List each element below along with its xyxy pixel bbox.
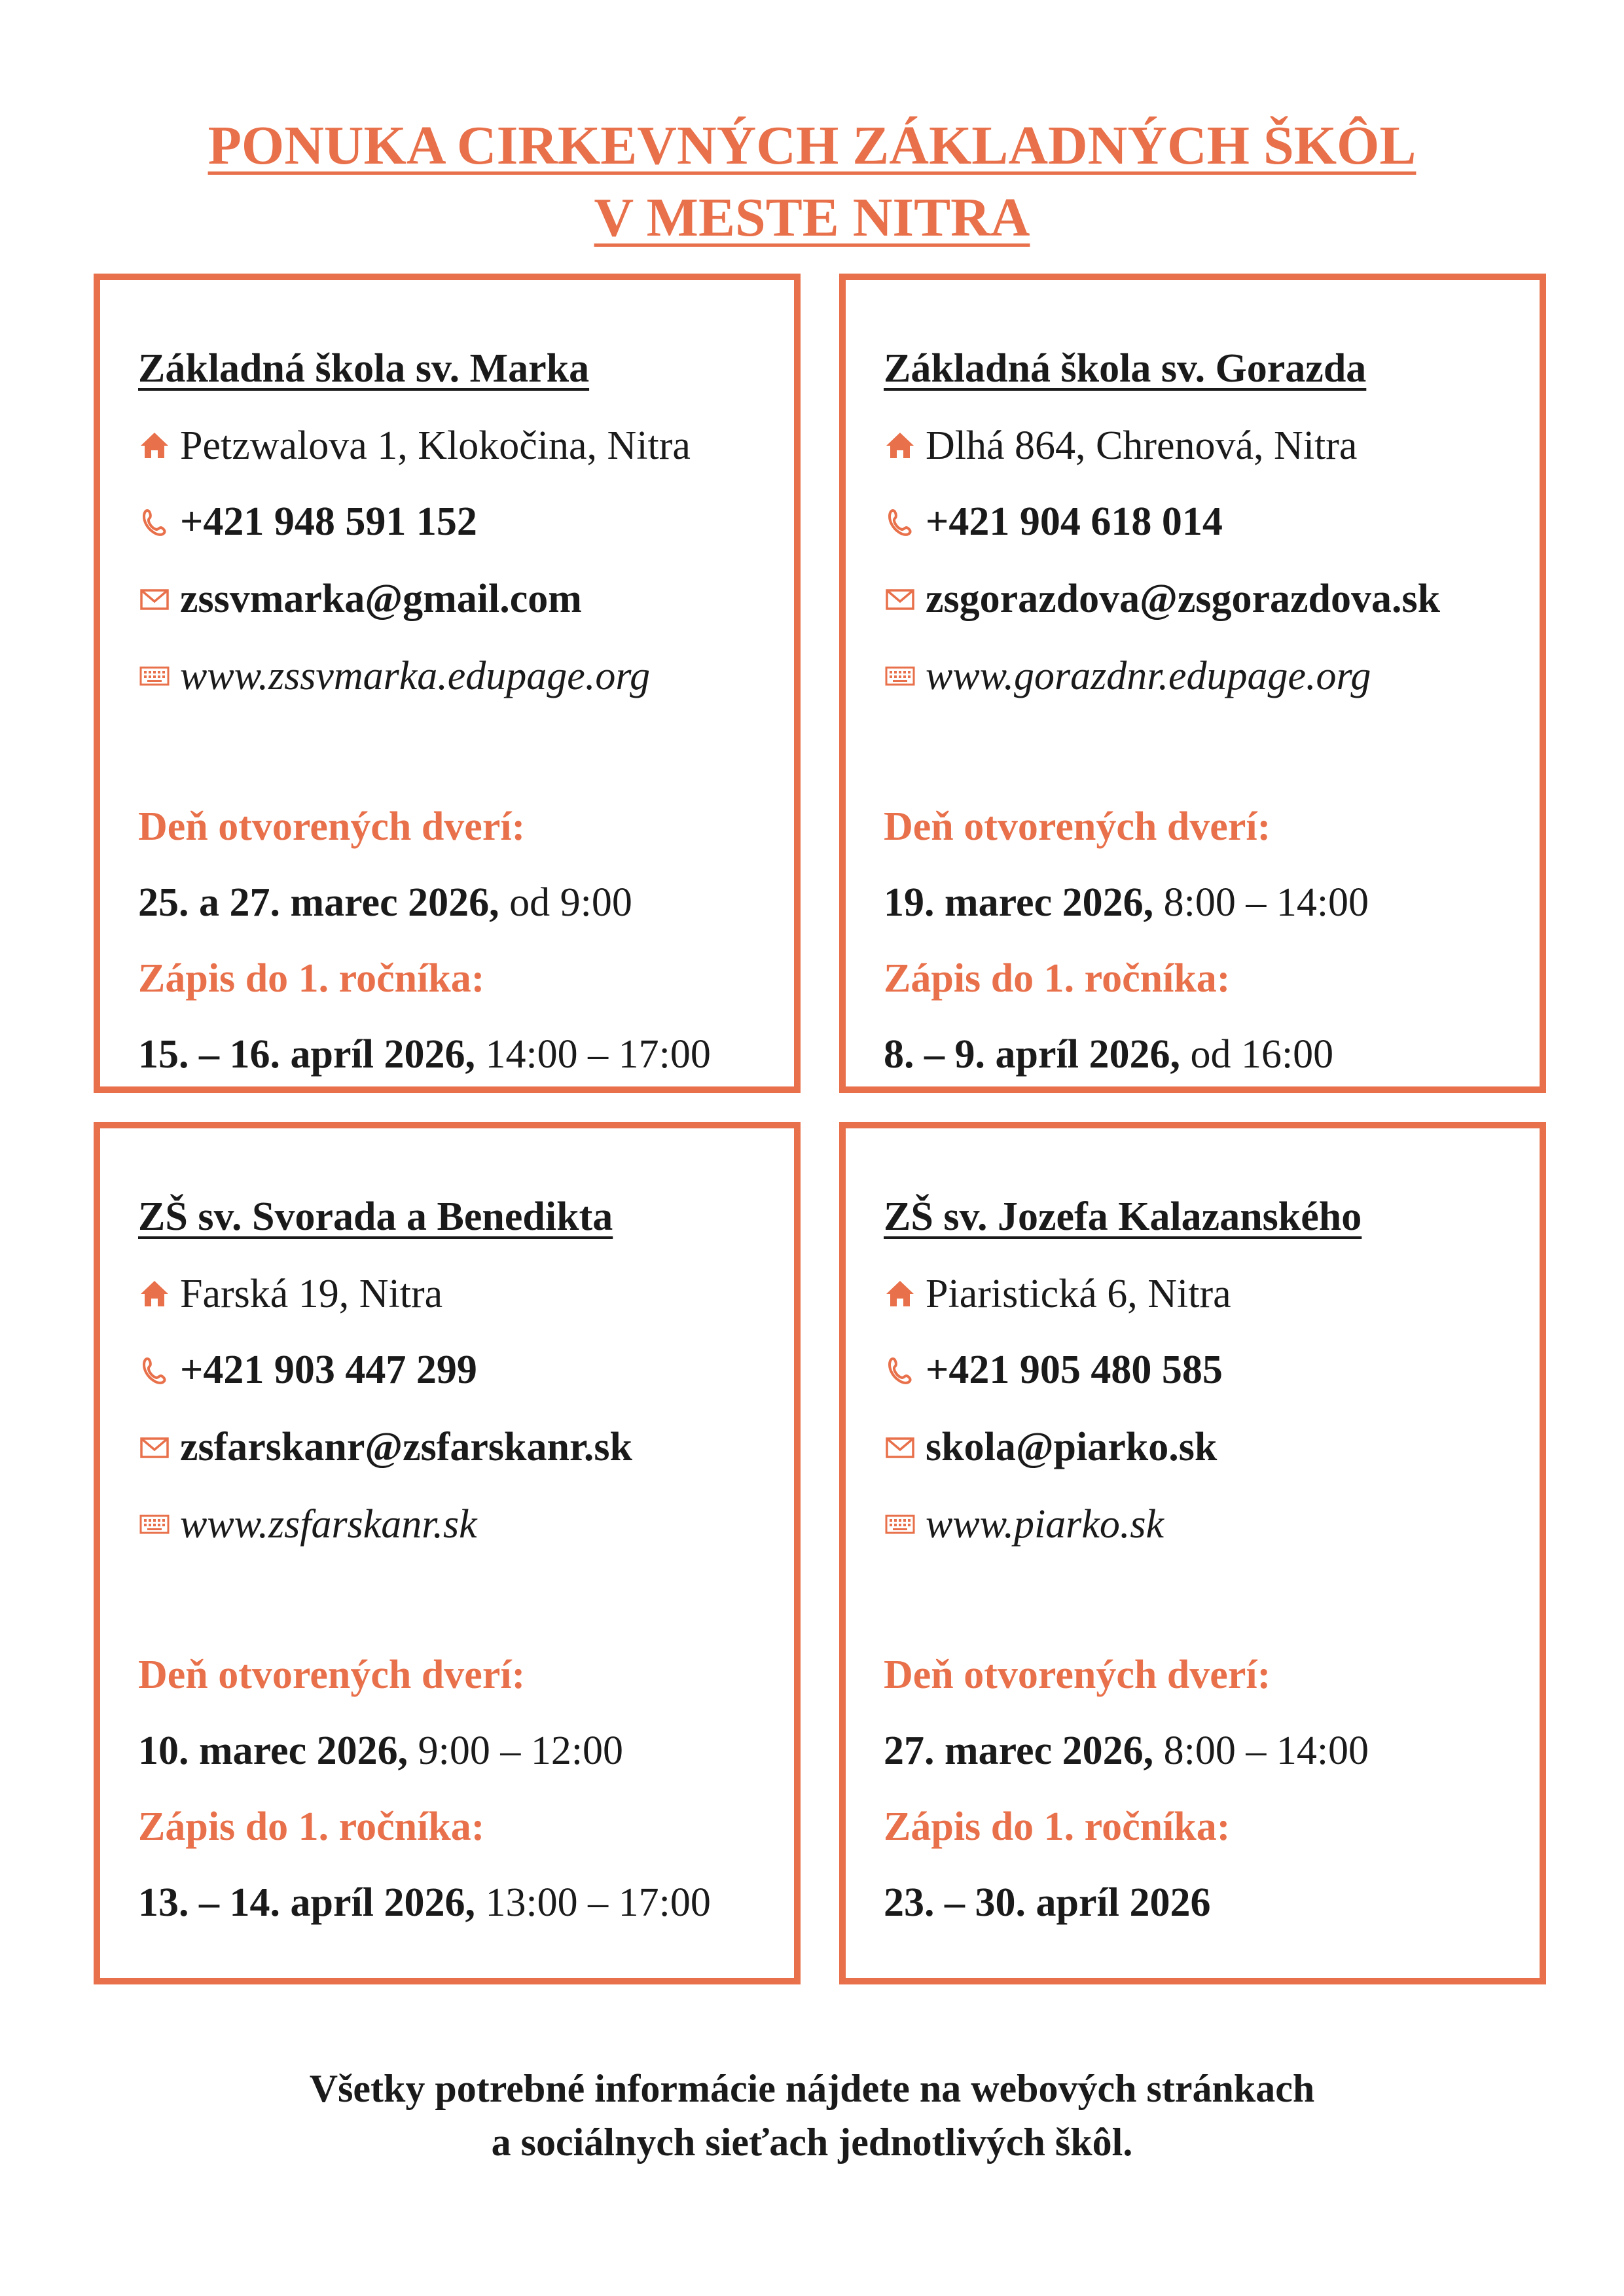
- open-day-label: Deň otvorených dverí:: [884, 804, 1271, 849]
- web-row: [138, 653, 650, 699]
- open-day-time: 8:00 – 14:00: [1153, 1729, 1369, 1773]
- enrol-date: 15. – 16. apríl 2026,: [138, 1032, 475, 1077]
- home-icon: [138, 1278, 171, 1310]
- enrol-value: [884, 1880, 1210, 1926]
- open-day-label: Deň otvorených dverí:: [884, 1653, 1271, 1697]
- enrol-time: 13:00 – 17:00: [475, 1880, 711, 1925]
- mail-icon: [884, 583, 916, 615]
- web-link[interactable]: www.gorazdnr.edupage.org: [926, 654, 1371, 698]
- address: Farská 19, Nitra: [180, 1272, 443, 1316]
- open-day-label: Deň otvorených dverí:: [138, 804, 526, 849]
- phone[interactable]: +421 903 447 299: [180, 1348, 477, 1392]
- keyboard-icon: [884, 1508, 916, 1541]
- email-link[interactable]: zsfarskanr@zsfarskanr.sk: [180, 1425, 632, 1469]
- keyboard-icon: [138, 660, 171, 692]
- footer-line-2: a sociálnych sieťach jednotlivých škôl.: [491, 2121, 1133, 2164]
- address-row: [138, 1271, 442, 1317]
- open-day-date: 25. a 27. marec 2026,: [138, 880, 499, 925]
- school-card-2: [839, 274, 1546, 1093]
- school-card-4: [839, 1122, 1546, 1984]
- phone-icon: [884, 505, 916, 538]
- email-row: [884, 1424, 1217, 1470]
- open-day-value: [138, 1728, 623, 1774]
- open-day-value: [884, 1728, 1369, 1774]
- phone-icon: [138, 1354, 171, 1386]
- address: Dlhá 864, Chrenová, Nitra: [926, 423, 1358, 468]
- home-icon: [884, 1278, 916, 1310]
- school-name: Základná škola sv. Marka: [138, 346, 590, 391]
- phone-row: [138, 499, 477, 545]
- open-day-label: Deň otvorených dverí:: [138, 1653, 526, 1697]
- open-day-value: [138, 880, 632, 925]
- enrol-date: 13. – 14. apríl 2026,: [138, 1880, 475, 1925]
- mail-icon: [138, 1431, 171, 1463]
- address-row: [884, 423, 1357, 469]
- enrol-date: 8. – 9. apríl 2026,: [884, 1032, 1180, 1077]
- open-day-date: 27. marec 2026,: [884, 1729, 1154, 1773]
- email-link[interactable]: skola@piarko.sk: [926, 1425, 1218, 1469]
- keyboard-icon: [138, 1508, 171, 1541]
- web-link[interactable]: www.zsfarskanr.sk: [180, 1502, 477, 1547]
- open-day-time: 9:00 – 12:00: [408, 1729, 624, 1773]
- keyboard-icon: [884, 660, 916, 692]
- phone-icon: [138, 505, 171, 538]
- phone-row: [138, 1347, 477, 1393]
- open-day-value: [884, 880, 1369, 925]
- footer-line-1: Všetky potrebné informácie nájdete na webových stránkach: [309, 2067, 1315, 2110]
- enrol-time: 14:00 – 17:00: [475, 1032, 711, 1077]
- phone-icon: [884, 1354, 916, 1386]
- open-day-time: od 9:00: [499, 880, 632, 925]
- footer-note: [0, 2062, 1624, 2169]
- enrol-label: Zápis do 1. ročníka:: [884, 956, 1231, 1001]
- enrol-date: 23. – 30. apríl 2026: [884, 1880, 1211, 1925]
- enrol-label: Zápis do 1. ročníka:: [138, 956, 485, 1001]
- school-name: Základná škola sv. Gorazda: [884, 346, 1367, 391]
- phone[interactable]: +421 948 591 152: [180, 499, 477, 544]
- mail-icon: [884, 1431, 916, 1463]
- web-row: [884, 1501, 1164, 1547]
- address-row: [138, 423, 691, 469]
- title-line-2: V MESTE NITRA: [594, 187, 1030, 248]
- open-day-date: 19. marec 2026,: [884, 880, 1154, 925]
- open-day-date: 10. marec 2026,: [138, 1729, 408, 1773]
- enrol-value: [884, 1031, 1333, 1077]
- home-icon: [884, 429, 916, 462]
- phone-row: [884, 1347, 1223, 1393]
- enrol-label: Zápis do 1. ročníka:: [884, 1804, 1231, 1849]
- enrol-value: [138, 1880, 711, 1926]
- mail-icon: [138, 583, 171, 615]
- school-card-3: [94, 1122, 801, 1984]
- open-day-time: 8:00 – 14:00: [1153, 880, 1369, 925]
- school-name: ZŠ sv. Jozefa Kalazanského: [884, 1194, 1362, 1239]
- page-title: [0, 110, 1624, 254]
- web-link[interactable]: www.piarko.sk: [926, 1502, 1164, 1547]
- school-card-1: [94, 274, 801, 1093]
- web-link[interactable]: www.zssvmarka.edupage.org: [180, 654, 651, 698]
- phone[interactable]: +421 905 480 585: [926, 1348, 1223, 1392]
- web-row: [138, 1501, 477, 1547]
- title-line-1: PONUKA CIRKEVNÝCH ZÁKLADNÝCH ŠKÔL: [208, 115, 1416, 176]
- enrol-time: od 16:00: [1180, 1032, 1334, 1077]
- phone[interactable]: +421 904 618 014: [926, 499, 1223, 544]
- email-row: [138, 1424, 632, 1470]
- home-icon: [138, 429, 171, 462]
- address-row: [884, 1271, 1231, 1317]
- email-link[interactable]: zssvmarka@gmail.com: [180, 577, 582, 621]
- phone-row: [884, 499, 1223, 545]
- school-name: ZŠ sv. Svorada a Benedikta: [138, 1194, 613, 1239]
- address: Piaristická 6, Nitra: [926, 1272, 1231, 1316]
- web-row: [884, 653, 1371, 699]
- email-row: [138, 576, 582, 622]
- email-link[interactable]: zsgorazdova@zsgorazdova.sk: [926, 577, 1441, 621]
- enrol-label: Zápis do 1. ročníka:: [138, 1804, 485, 1849]
- address: Petzwalova 1, Klokočina, Nitra: [180, 423, 691, 468]
- email-row: [884, 576, 1440, 622]
- enrol-value: [138, 1031, 711, 1077]
